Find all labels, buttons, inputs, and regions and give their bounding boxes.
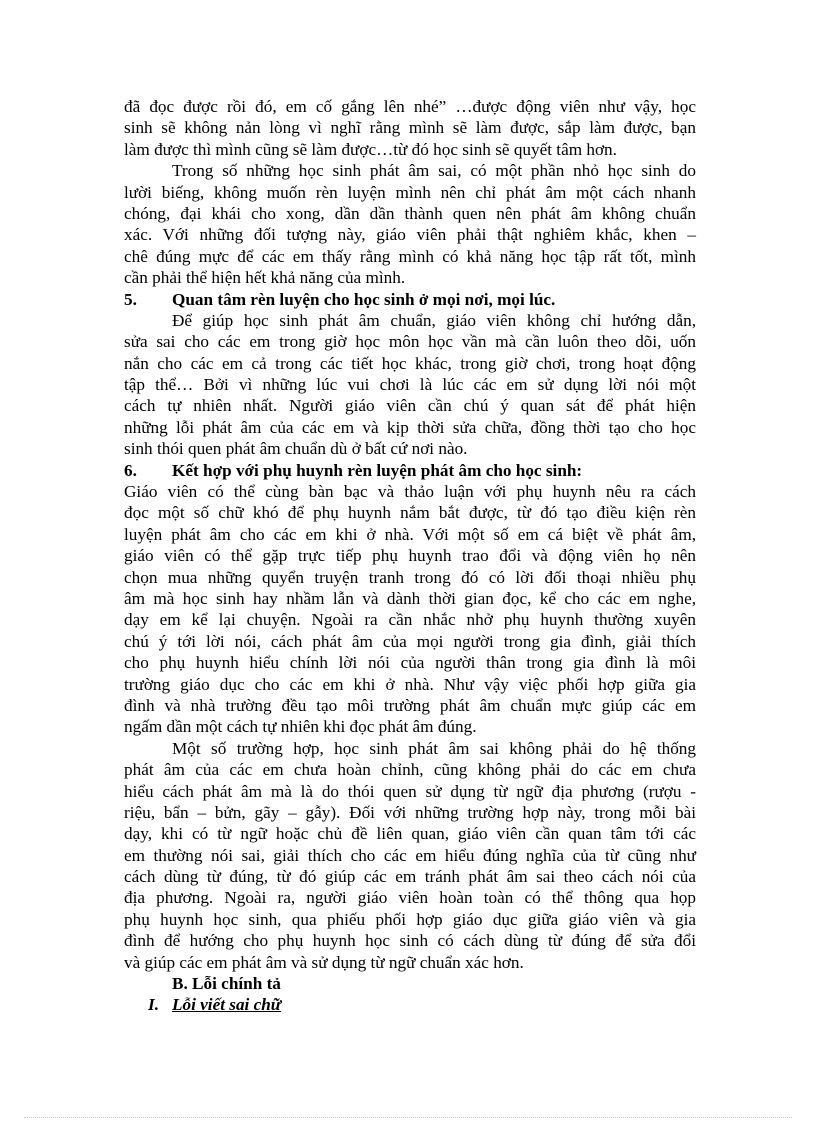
text-line: em thường nói sai, giải thích cho các em hiểu đúng nghĩa của từ cũng như (124, 845, 696, 865)
text-line: hiểu cách phát âm mà là do thói quen sử dụng từ ngữ địa phương (rượu - (124, 781, 696, 801)
text-line: Trong số những học sinh phát âm sai, có một phần nhỏ học sinh do (172, 161, 696, 181)
text-line: cho phụ huynh hiểu chính lời nói của người thân trong gia đình là môi (124, 653, 696, 673)
text-line: sửa sai cho các em trong giờ học môn học vần mà cần luôn theo dõi, uốn (124, 332, 696, 352)
text-line: dạy, khi có từ ngữ hoặc chủ đề liên quan, giáo viên cần quan tâm tới các (124, 824, 696, 844)
text-line: phụ huynh học sinh, qua phiếu phối hợp giáo dục giữa giáo viên và gia (124, 909, 696, 929)
text-line: âm mà học sinh hay nhầm lẫn và dành thời gian đọc, kể cho các em nghe, (124, 588, 696, 608)
text-line: chú ý tới lời nói, cách phát âm của mọi người trong gia đình, giải thích (124, 631, 696, 651)
text-line: riệu, bẩn – bửn, gãy – gẫy). Đối với những trường hợp này, trong mỗi bài (124, 802, 696, 822)
text-line: chóng, đại khái cho xong, dần dần thành quen nên phát âm không chuẩn (124, 203, 696, 223)
heading-title: Quan tâm rèn luyện cho học sinh ở mọi nơi, mọi lúc. (172, 289, 556, 309)
heading-section-5 (124, 289, 696, 310)
text-line: Giáo viên có thể cùng bàn bạc và thảo luận với phụ huynh nêu ra cách (124, 482, 696, 502)
heading-title: Kết hợp với phụ huynh rèn luyện phát âm cho học sinh: (172, 460, 583, 480)
paragraph-encouragement (124, 96, 696, 160)
page-bottom-divider (24, 1117, 792, 1118)
text-line: cách dùng từ đúng, từ đó giúp các em tránh phát âm sai theo cách nói của (124, 867, 696, 887)
paragraph-lazy-students (124, 160, 696, 288)
text-line: những lỗi phát âm của các em và kịp thời sửa chữa, đồng thời tạo cho học (124, 417, 696, 437)
heading-number: I. (148, 995, 159, 1015)
heading-section-b: B. Lỗi chính tả (172, 974, 281, 994)
text-line: địa phương. Ngoài ra, người giáo viên hoàn toàn có thể thông qua họp (124, 888, 696, 908)
text-line: phát âm của các em chưa hoàn chỉnh, cũng không phải do các em chưa (124, 760, 696, 780)
text-line: làm được thì mình cũng sẽ làm được…từ đó học sinh sẽ quyết tâm hơn. (124, 139, 617, 159)
text-line: và giúp các em phát âm và sử dụng từ ngữ chuẩn xác hơn. (124, 952, 524, 972)
text-line: ngấm dần một cách tự nhiên khi đọc phát âm đúng. (124, 717, 477, 737)
paragraph-dialect-habits (124, 738, 696, 973)
text-line: cách tự nhiên nhất. Người giáo viên cần chú ý quan sát để phát hiện (124, 396, 696, 416)
paragraph-everywhere-practice (124, 310, 696, 460)
text-line: trường giáo dục cho các em khi ở nhà. Như vậy việc phối hợp giữa gia (124, 674, 696, 694)
text-line: lười biếng, không muốn rèn luyện mình nên chỉ phát âm một cách nhanh (124, 182, 696, 202)
text-line: đình và nhà trường đều tạo môi trường phát âm chuẩn mực giúp các em (124, 695, 696, 715)
text-line: Một số trường hợp, học sinh phát âm sai không phải do hệ thống (172, 738, 696, 758)
heading-section-i (124, 994, 696, 1015)
heading-section-6 (124, 460, 696, 481)
text-line: nắn cho các em cả trong các tiết học khác, trong giờ chơi, trong hoạt động (124, 353, 696, 373)
text-line: luyện phát âm cho các em khi ở nhà. Với một số em cá biệt về phát âm, (124, 524, 696, 544)
text-line: cần phải thể hiện hết khả năng của mình. (124, 268, 406, 288)
text-line: đã đọc được rồi đó, em cố gắng lên nhé” …được động viên như vậy, học (124, 97, 696, 116)
heading-number: 6. (124, 460, 137, 480)
text-line: chọn mua những quyển truyện tranh trong đó có lời đối thoại nhiều phụ (124, 567, 696, 587)
text-line: dạy em kể lại chuyện. Ngoài ra cần nhắc nhở phụ huynh thường xuyên (124, 610, 696, 630)
heading-number: 5. (124, 289, 137, 309)
text-line: xác. Với những đối tượng này, giáo viên phải thật nghiêm khắc, khen – (124, 225, 696, 245)
text-line: Để giúp học sinh phát âm chuẩn, giáo viên không chỉ hướng dẫn, (172, 310, 696, 330)
text-line: sinh thói quen phát âm chuẩn dù ở bất cứ nơi nào. (124, 439, 468, 459)
text-line: giáo viên có thể gặp trực tiếp phụ huynh trao đổi và động viên họ nên (124, 546, 696, 566)
paragraph-parents-cooperation (124, 481, 696, 738)
text-line: sinh sẽ không nản lòng vì nghĩ rằng mình sẽ làm được, sắp làm được, bạn (124, 118, 696, 138)
heading-title: Lỗi viết sai chữ (172, 995, 282, 1015)
text-line: đọc một số chữ khó để phụ huynh nắm bắt được, từ đó tạo điều kiện rèn (124, 503, 696, 523)
text-line: chê đúng mực để các em thấy rằng mình có khả năng học tập rất tốt, mình (124, 246, 696, 266)
text-line: đình để hướng cho phụ huynh học sinh có cách dùng từ đúng để sửa đổi (124, 931, 696, 951)
text-line: tập thể… Bởi vì những lúc vui chơi là lúc các em sử dụng lời nói một (124, 375, 696, 395)
document-page (124, 96, 696, 1016)
